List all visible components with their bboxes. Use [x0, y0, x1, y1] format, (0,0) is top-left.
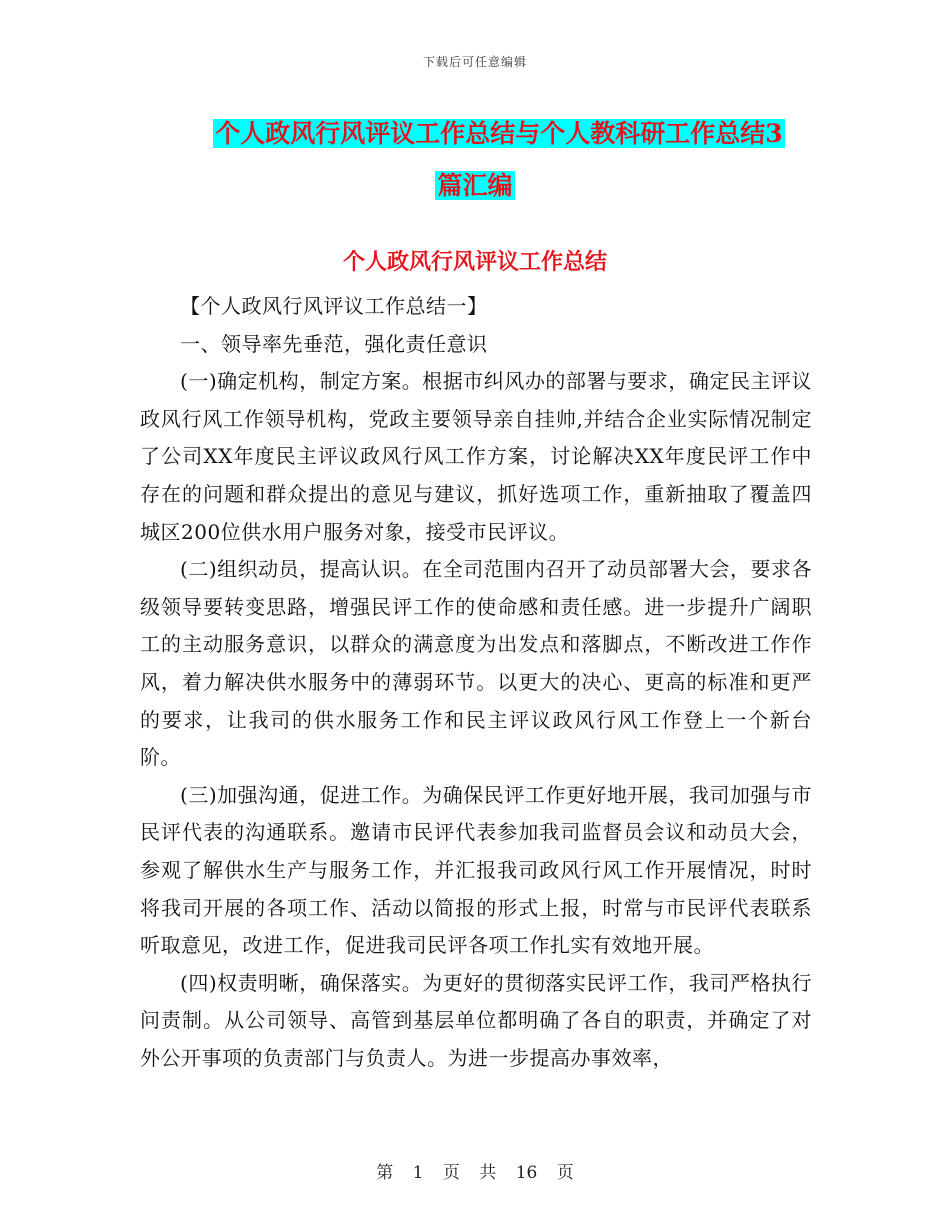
paragraph-2: (二)组织动员，提高认识。在全司范围内召开了动员部署大会，要求各级领导要转变思路，增强民评工作的使命感和责任感。进一步提升广阔职工的主动服务意识，以群众的满意度为出发点和落脚点，不断改进工作作风，着力解决供水服务中的薄弱环节。以更大的决心、更高的标准和更严的要求，让我司的供水服务工作和民主评议政风行风工作登上一个新台阶。: [140, 557, 812, 770]
page-footer: [0, 1158, 950, 1183]
footer-total-pages: 16: [515, 1163, 538, 1183]
footer-suffix: 页: [556, 1163, 574, 1183]
footer-total-prefix: 共: [479, 1163, 497, 1183]
footer-middle: 页: [442, 1163, 460, 1183]
paragraph-3: (三)加强沟通，促进工作。为确保民评工作更好地开展，我司加强与市民评代表的沟通联系。邀请市民评代表参加我司监督员会议和动员大会，参观了解供水生产与服务工作，并汇报我司政风行风工作开展情况，时时将我司开展的各项工作、活动以简报的形式上报，时常与市民评代表联系听取意见，改进工作，促进我司民评各项工作扎实有效地开展。: [140, 782, 812, 958]
heading-1: 一、领导率先垂范，强化责任意识: [180, 331, 488, 356]
document-title: [0, 108, 950, 212]
paragraph-4: (四)权责明晰，确保落实。为更好的贯彻落实民评工作，我司严格执行问责制。从公司领导、高管到基层单位都明确了各自的职责，并确定了对外公开事项的负责部门与负责人。为进一步提高办事效率，: [140, 970, 812, 1070]
sub-title: 【个人政风行风评议工作总结一】: [180, 294, 488, 318]
footer-prefix: 第: [376, 1163, 394, 1183]
body-text: [140, 288, 812, 1077]
header-note: 下载后可任意编辑: [422, 55, 527, 69]
footer-current-page: 1: [412, 1163, 424, 1183]
paragraph-1: (一)确定机构，制定方案。根据市纠风办的部署与要求，确定民主评议政风行风工作领导机构，党政主要领导亲自挂帅,并结合企业实际情况制定了公司XX年度民主评议政风行风工作方案，讨论解决XX年度民评工作中存在的问题和群众提出的意见与建议，抓好选项工作，重新抽取了覆盖四城区200位供水用户服务对象，接受市民评议。: [140, 369, 812, 544]
section-title: 个人政风行风评议工作总结: [342, 249, 607, 275]
document-title-line2: 篇汇编: [437, 171, 513, 200]
document-title-line1: 个人政风行风评议工作总结与个人教科研工作总结3: [215, 119, 783, 148]
